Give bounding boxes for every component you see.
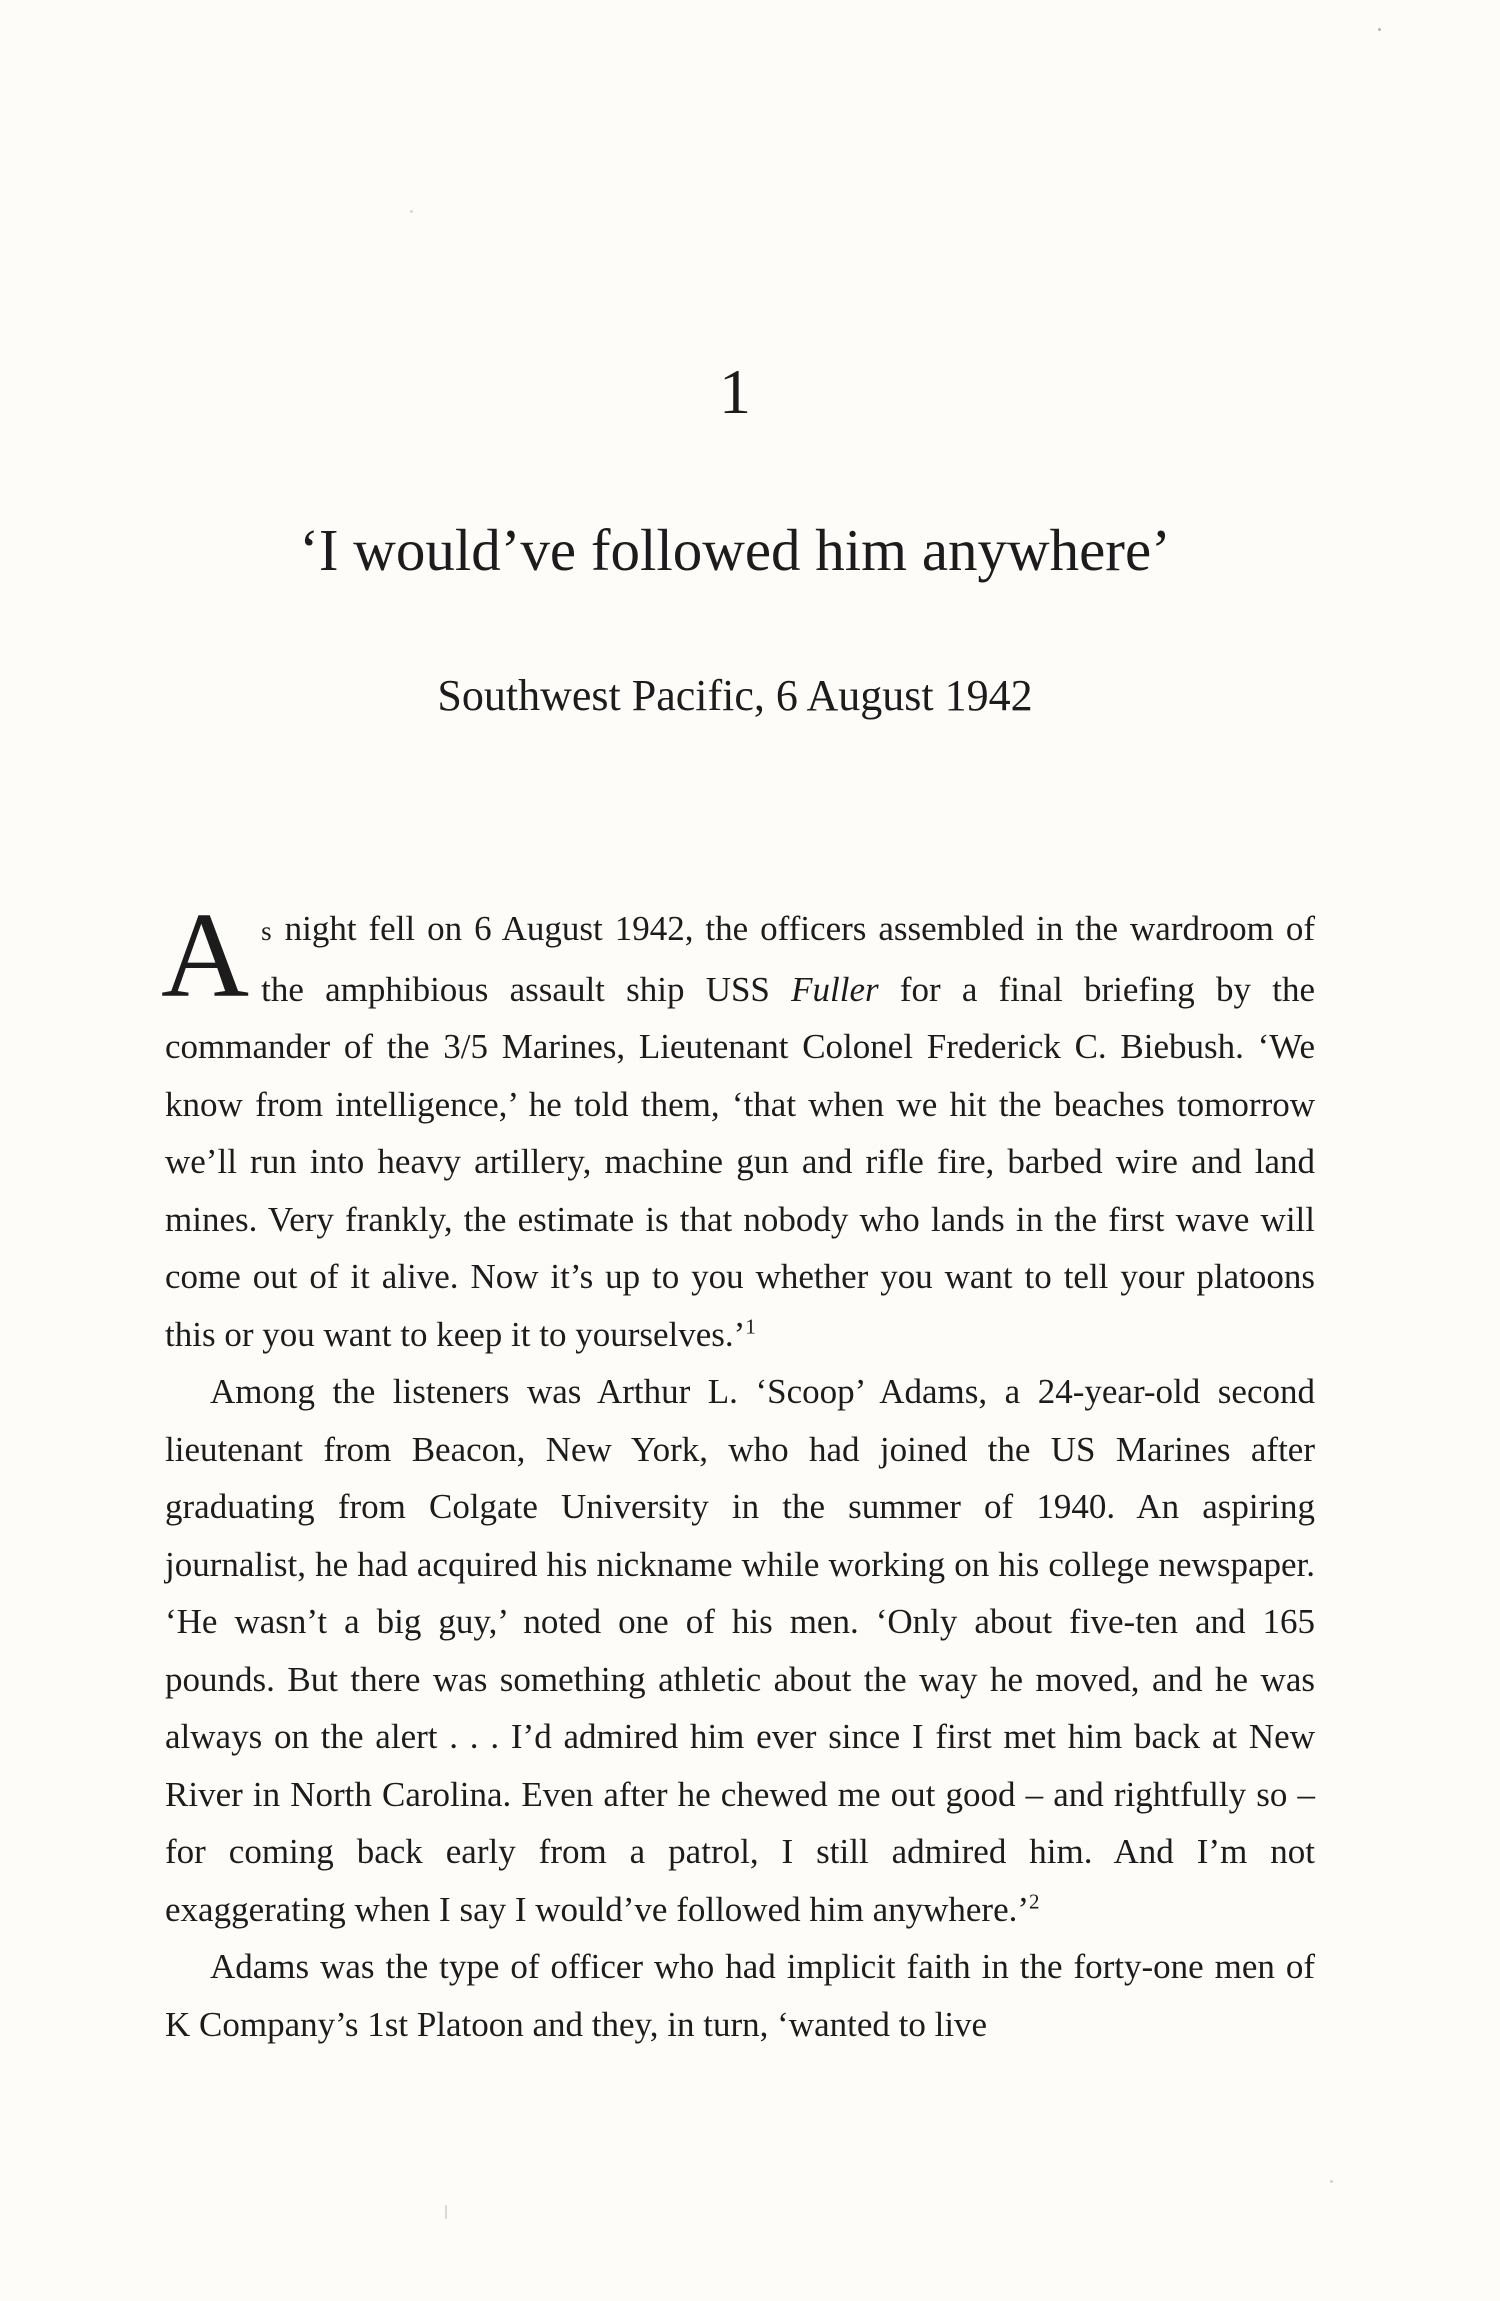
footnote-marker-2[interactable]: 2 bbox=[1029, 1888, 1040, 1913]
paper-speck bbox=[1378, 28, 1381, 31]
paragraph-1 bbox=[161, 888, 1315, 1363]
paragraph-1-text-b: for a final briefing by the commander of the 3/5 Marines, Lieutenant Colonel Frederick C. Biebush. ‘We know from intelligence,’ he told them, ‘that when we hit the beaches tomorrow we’ll run into heavy artillery, machine gun and rifle fire, barbed wire and land mines. Very frankly, the estimate is that nobody who lands in the first wave will come out of it alive. Now it’s up to you whether you want to tell your platoons this or you want to keep it to yourselves.’ bbox=[165, 969, 1315, 1354]
paragraph-2 bbox=[165, 1363, 1315, 1938]
paper-speck bbox=[1330, 2180, 1333, 2183]
paragraph-3-text: Adams was the type of officer who had implicit faith in the forty-one men of K Company’s 1st Platoon and they, in turn, ‘wanted to live bbox=[165, 1947, 1315, 2044]
drop-cap: A bbox=[161, 888, 250, 1023]
chapter-number: 1 bbox=[719, 356, 751, 427]
paper-speck bbox=[445, 2205, 447, 2219]
footnote-marker-1[interactable]: 1 bbox=[745, 1313, 756, 1338]
chapter-title: ‘I would’ve followed him anywhere’ bbox=[299, 517, 1171, 583]
small-caps-lead: s bbox=[261, 916, 273, 946]
ship-name: Fuller bbox=[791, 969, 879, 1009]
paragraph-1-text-a: night fell on 6 August 1942, the officers assembled in the wardroom of the amphibious assault ship USS bbox=[261, 909, 1315, 1009]
paper-speck bbox=[410, 210, 413, 213]
paragraph-2-text: Among the listeners was Arthur L. ‘Scoop’ Adams, a 24-year-old second lieutenant from Beacon, New York, who had joined the US Marines after graduating from Colgate University in the summer of 1940. An aspiring journalist, he had acquired his nickname while working on his college newspaper. ‘He wasn’t a big guy,’ noted one of his men. ‘Only about five-ten and 165 pounds. But there was something athletic about the way he moved, and he was always on the alert . . . I’d admired him ever since I first met him back at New River in North Carolina. Even after he chewed me out good – and rightfully so – for coming back early from a patrol, I still admired him. And I’m not exaggerating when I say I would’ve followed him anywhere.’ bbox=[165, 1372, 1315, 1929]
body-text bbox=[161, 888, 1315, 2053]
chapter-subtitle: Southwest Pacific, 6 August 1942 bbox=[437, 671, 1033, 720]
paragraph-3 bbox=[165, 1938, 1315, 2053]
